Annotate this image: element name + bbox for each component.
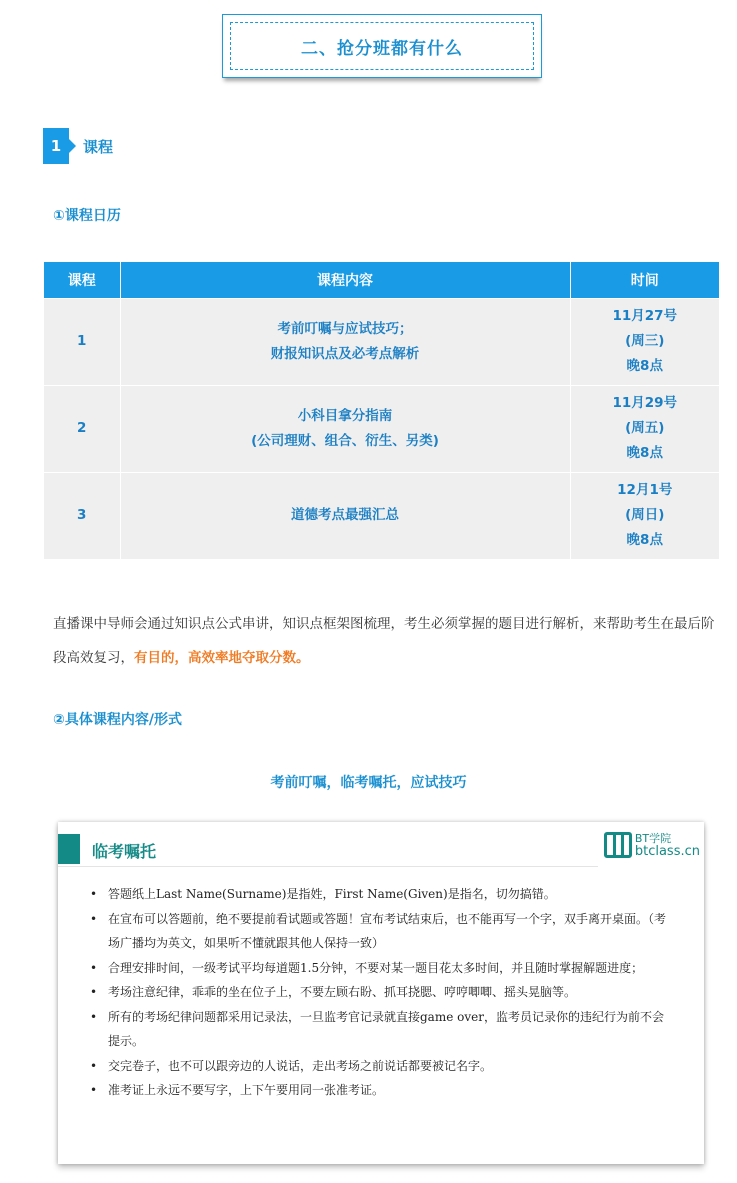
intro-paragraph: [53, 607, 718, 675]
rules-list: [90, 882, 670, 1103]
list-item: • 准考证上永远不要写字，上下午要用同一张准考证。: [90, 1078, 670, 1103]
time-date: 12月1号: [617, 482, 673, 499]
content-line: (公司理财、组合、衍生、另类): [251, 432, 439, 449]
course-content: [120, 385, 570, 472]
section-title: 二、抢分班都有什么: [230, 22, 534, 70]
time-hour: 晚8点: [626, 445, 663, 461]
course-time: [570, 472, 719, 559]
time-date: 11月29号: [612, 395, 678, 411]
list-item: • 交完卷子，也不可以跟旁边的人说话，走出考场之前说话都要被记名字。: [90, 1054, 670, 1079]
table-header-row: [44, 262, 719, 298]
section-label: 课程: [83, 137, 114, 156]
header-course: 课程: [44, 262, 120, 298]
exam-notes-card: [58, 822, 704, 1164]
list-item: • 答题纸上Last Name(Surname)是指姓，First Name(Given)是指名，切勿搞错。: [90, 882, 670, 907]
section-title-box: [222, 14, 542, 78]
content-line: 财报知识点及必考点解析: [270, 345, 420, 362]
course-content: [120, 472, 570, 559]
time-weekday: (周五): [625, 420, 665, 436]
content-line: 考前叮嘱与应试技巧；: [277, 320, 413, 337]
section-number: 1: [43, 128, 69, 164]
calendar-heading: ①课程日历: [53, 208, 121, 224]
content-line: 小科目拿分指南: [297, 407, 393, 424]
time-weekday: (周日): [625, 507, 665, 524]
table-row: [44, 385, 719, 472]
time-date: 11月27号: [612, 308, 678, 324]
content-heading: ②具体课程内容/形式: [53, 712, 182, 728]
course-time: [570, 385, 719, 472]
list-item: • 所有的考场纪律问题都采用记录法，一旦监考官记录就直接game over，监考员记录你的违纪行为前不会提示。: [90, 1005, 670, 1054]
logo-line2: btclass.cn: [634, 844, 700, 859]
header-content: 课程内容: [120, 262, 570, 298]
course-number: 1: [44, 298, 120, 385]
table-row: [44, 472, 719, 559]
content-line: 道德考点最强汇总: [291, 507, 399, 524]
paragraph-text: 直播课中导师会通过知识点公式串讲，知识点框架图梳理，考生必须掌握的题目进行解析，来帮助考生在最后阶段高效复习，: [53, 616, 715, 666]
course-number: 3: [44, 472, 120, 559]
table-row: [44, 298, 719, 385]
bt-logo-icon: [604, 832, 632, 858]
list-item: • 考场注意纪律，乖乖的坐在位子上，不要左顾右盼、抓耳挠腮、哼哼唧唧、摇头晃脑等。: [90, 980, 670, 1005]
center-heading: 考前叮嘱，临考嘱托，应试技巧: [270, 775, 467, 791]
header-time: 时间: [570, 262, 719, 298]
time-hour: 晚8点: [626, 358, 663, 374]
time-hour: 晚8点: [626, 532, 663, 549]
list-item: • 合理安排时间，一级考试平均每道题1.5分钟，不要对某一题目花太多时间，并且随时掌握解题进度；: [90, 956, 670, 981]
arrow-icon: [69, 139, 76, 153]
logo-text: [635, 832, 700, 858]
list-item: • 在宣布可以答题前，绝不要提前看试题或答题！宣布考试结束后，也不能再写一个字，双手离开桌面。（考场广播均为英文，如果听不懂就跟其他人保持一致）: [90, 907, 670, 956]
paragraph-highlight: 有目的，高效率地夺取分数。: [134, 650, 310, 666]
time-weekday: (周三): [625, 333, 665, 349]
btclass-logo: [604, 832, 700, 858]
course-content: [120, 298, 570, 385]
course-number: 2: [44, 385, 120, 472]
schedule-table: [44, 262, 719, 559]
section-header: [43, 128, 113, 164]
logo-line1: BT学院: [634, 832, 672, 845]
card-accent-bar: [58, 834, 80, 864]
card-divider: [58, 866, 598, 867]
card-title: 临考嘱托: [92, 842, 157, 861]
course-time: [570, 298, 719, 385]
